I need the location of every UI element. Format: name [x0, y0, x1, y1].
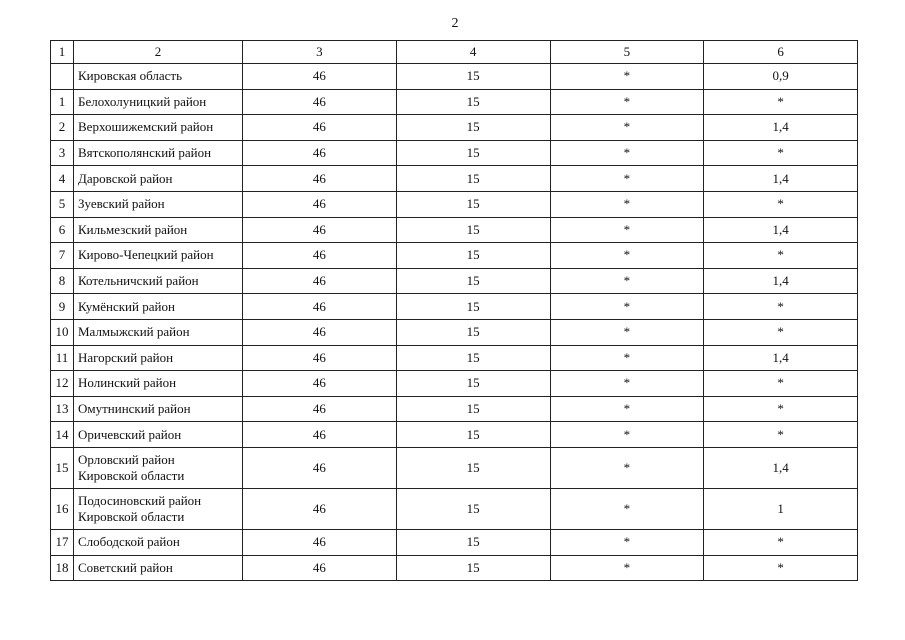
- col5-value: *: [550, 488, 704, 529]
- col6-value: *: [704, 319, 858, 345]
- col3-value: 46: [243, 529, 397, 555]
- row-number: 17: [51, 529, 74, 555]
- col5-value: *: [550, 345, 704, 371]
- col6-value: *: [704, 191, 858, 217]
- col3-value: 46: [243, 555, 397, 581]
- col6-value: *: [704, 422, 858, 448]
- col5-value: *: [550, 115, 704, 141]
- row-number: 8: [51, 268, 74, 294]
- col4-value: 15: [396, 488, 550, 529]
- page-number: 2: [451, 16, 459, 31]
- region-name: Оричевский район: [74, 422, 243, 448]
- row-number: 13: [51, 396, 74, 422]
- table-row: [51, 217, 858, 243]
- region-name: Кировская область: [74, 64, 243, 90]
- col4-value: 15: [396, 555, 550, 581]
- table-row: [51, 488, 858, 529]
- col6-value: 0,9: [704, 64, 858, 90]
- table-row: [51, 319, 858, 345]
- region-name: Советский район: [74, 555, 243, 581]
- col5-value: *: [550, 64, 704, 90]
- region-name: Нагорский район: [74, 345, 243, 371]
- region-name: Кирово-Чепецкий район: [74, 243, 243, 269]
- col3-value: 46: [243, 447, 397, 488]
- col3-value: 46: [243, 89, 397, 115]
- col4-value: 15: [396, 319, 550, 345]
- row-number: 2: [51, 115, 74, 141]
- table-row: [51, 115, 858, 141]
- col5-value: *: [550, 268, 704, 294]
- col6-value: *: [704, 89, 858, 115]
- header-cell: 2: [74, 41, 243, 64]
- col5-value: *: [550, 371, 704, 397]
- col4-value: 15: [396, 191, 550, 217]
- region-name: Котельничский район: [74, 268, 243, 294]
- table-row: [51, 422, 858, 448]
- row-number: 3: [51, 140, 74, 166]
- col4-value: 15: [396, 422, 550, 448]
- col6-value: *: [704, 140, 858, 166]
- col6-value: 1,4: [704, 166, 858, 192]
- col3-value: 46: [243, 140, 397, 166]
- col3-value: 46: [243, 294, 397, 320]
- table-row: [51, 371, 858, 397]
- col6-value: 1,4: [704, 268, 858, 294]
- col4-value: 15: [396, 529, 550, 555]
- region-name: Орловский район: [78, 451, 175, 467]
- row-number: 6: [51, 217, 74, 243]
- col5-value: *: [550, 555, 704, 581]
- col3-value: 46: [243, 217, 397, 243]
- table-row: [51, 140, 858, 166]
- row-number: 10: [51, 319, 74, 345]
- region-name: Малмыжский район: [74, 319, 243, 345]
- region-name-cell: [74, 447, 243, 488]
- table-row: [51, 294, 858, 320]
- col5-value: *: [550, 529, 704, 555]
- col4-value: 15: [396, 217, 550, 243]
- region-name: Даровской район: [74, 166, 243, 192]
- col4-value: 15: [396, 64, 550, 90]
- col3-value: 46: [243, 166, 397, 192]
- data-table: [50, 40, 858, 581]
- col4-value: 15: [396, 294, 550, 320]
- header-cell: 4: [396, 41, 550, 64]
- table-row: [51, 64, 858, 90]
- col3-value: 46: [243, 488, 397, 529]
- col6-value: *: [704, 555, 858, 581]
- col6-value: 1,4: [704, 115, 858, 141]
- col5-value: *: [550, 447, 704, 488]
- col6-value: 1,4: [704, 217, 858, 243]
- region-name: Белохолуницкий район: [74, 89, 243, 115]
- col4-value: 15: [396, 345, 550, 371]
- col5-value: *: [550, 319, 704, 345]
- region-name: Кумёнский район: [74, 294, 243, 320]
- col3-value: 46: [243, 115, 397, 141]
- col6-value: *: [704, 371, 858, 397]
- table-row: [51, 555, 858, 581]
- col6-value: *: [704, 529, 858, 555]
- table-row: [51, 166, 858, 192]
- row-number: 11: [51, 345, 74, 371]
- region-name: Омутнинский район: [74, 396, 243, 422]
- col5-value: *: [550, 422, 704, 448]
- row-number: 15: [51, 447, 74, 488]
- row-number: 12: [51, 371, 74, 397]
- table-row: [51, 268, 858, 294]
- row-number: 16: [51, 488, 74, 529]
- table-row: [51, 447, 858, 488]
- col5-value: *: [550, 166, 704, 192]
- col4-value: 15: [396, 140, 550, 166]
- col3-value: 46: [243, 268, 397, 294]
- region-name-line2: Кировской области: [78, 508, 185, 524]
- table-row: [51, 529, 858, 555]
- col3-value: 46: [243, 319, 397, 345]
- table-row: [51, 396, 858, 422]
- col3-value: 46: [243, 396, 397, 422]
- col4-value: 15: [396, 268, 550, 294]
- col4-value: 15: [396, 89, 550, 115]
- table-row: [51, 345, 858, 371]
- region-name: Слободской район: [74, 529, 243, 555]
- row-number: 4: [51, 166, 74, 192]
- table-row: [51, 191, 858, 217]
- row-number: [51, 64, 74, 90]
- region-name: Подосиновский район: [78, 492, 202, 508]
- col6-value: *: [704, 243, 858, 269]
- col4-value: 15: [396, 447, 550, 488]
- region-name: Кильмезский район: [74, 217, 243, 243]
- col5-value: *: [550, 243, 704, 269]
- row-number: 18: [51, 555, 74, 581]
- header-cell: 5: [550, 41, 704, 64]
- col4-value: 15: [396, 115, 550, 141]
- region-name: Вятскополянский район: [74, 140, 243, 166]
- col5-value: *: [550, 89, 704, 115]
- col5-value: *: [550, 396, 704, 422]
- col4-value: 15: [396, 166, 550, 192]
- region-name: Верхошижемский район: [74, 115, 243, 141]
- region-name-cell: [74, 488, 243, 529]
- col4-value: 15: [396, 396, 550, 422]
- row-number: 5: [51, 191, 74, 217]
- header-cell: 3: [243, 41, 397, 64]
- region-name: Нолинский район: [74, 371, 243, 397]
- col5-value: *: [550, 217, 704, 243]
- header-cell: 1: [51, 41, 74, 64]
- col3-value: 46: [243, 64, 397, 90]
- region-name-line2: Кировской области: [78, 467, 185, 483]
- col6-value: 1,4: [704, 447, 858, 488]
- col6-value: *: [704, 294, 858, 320]
- col6-value: *: [704, 396, 858, 422]
- region-name: Зуевский район: [74, 191, 243, 217]
- col6-value: 1,4: [704, 345, 858, 371]
- row-number: 9: [51, 294, 74, 320]
- col5-value: *: [550, 294, 704, 320]
- col3-value: 46: [243, 243, 397, 269]
- header-row: [51, 41, 858, 64]
- col4-value: 15: [396, 371, 550, 397]
- row-number: 7: [51, 243, 74, 269]
- col3-value: 46: [243, 422, 397, 448]
- header-cell: 6: [704, 41, 858, 64]
- col3-value: 46: [243, 191, 397, 217]
- col5-value: *: [550, 191, 704, 217]
- col4-value: 15: [396, 243, 550, 269]
- col5-value: *: [550, 140, 704, 166]
- table-row: [51, 243, 858, 269]
- col6-value: 1: [704, 488, 858, 529]
- row-number: 14: [51, 422, 74, 448]
- row-number: 1: [51, 89, 74, 115]
- col3-value: 46: [243, 345, 397, 371]
- table-row: [51, 89, 858, 115]
- col3-value: 46: [243, 371, 397, 397]
